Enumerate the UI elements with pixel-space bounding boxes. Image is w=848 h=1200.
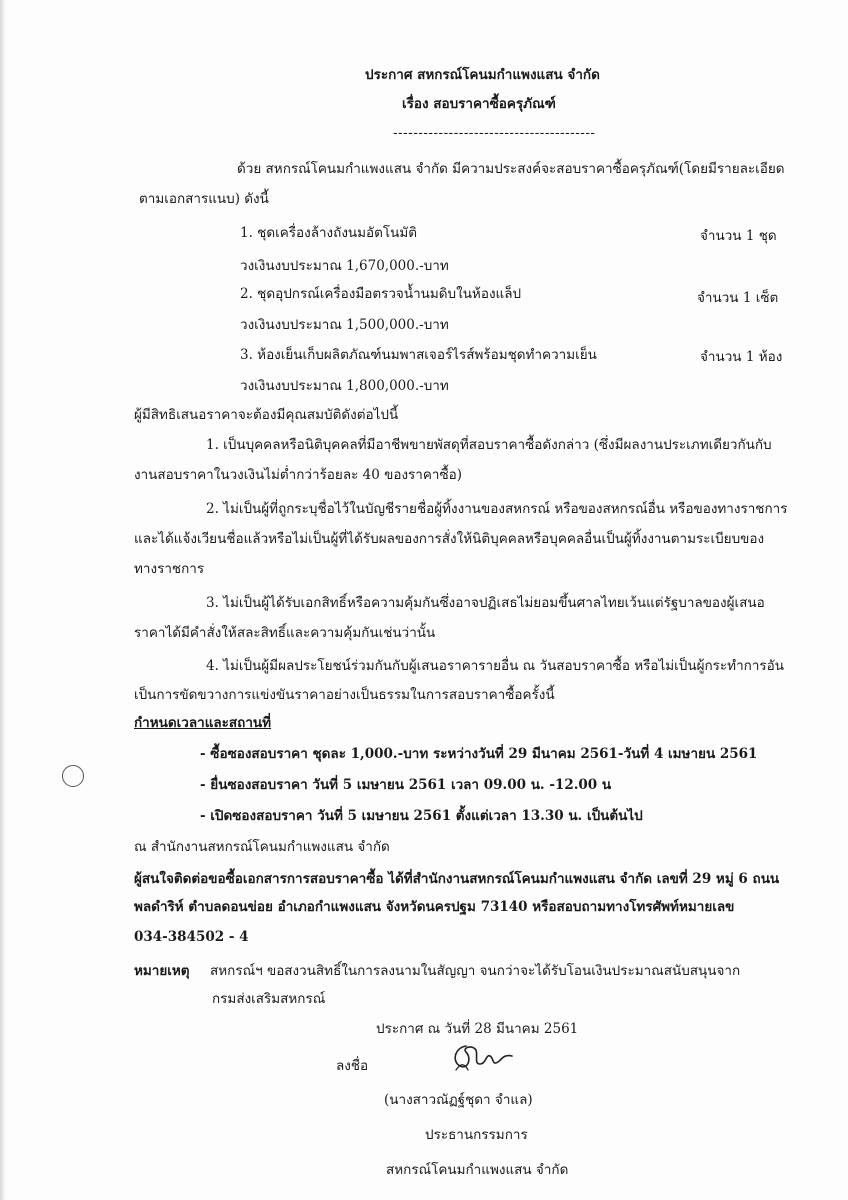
intro-line-2: ตามเอกสารแนบ) ดังนี้ [139, 191, 269, 207]
qualification-3-line-1: 3. ไม่เป็นผู้ได้รับเอกสิทธิ์หรือความคุ้มกันซึ่งอาจปฏิเสธไม่ยอมขึ้นศาลไทยเว้นแต่รัฐบาลของผู้เสนอ [206, 595, 765, 611]
qualification-1-line-2: งานสอบราคาในวงเงินไม่ต่ำกว่าร้อยละ 40 ของราคาซื้อ) [134, 467, 463, 483]
intro-line-1: ด้วย สหกรณ์โคนมกำแพงแสน จำกัด มีความประสงค์จะสอบราคาซื้อครุภัณฑ์(โดยมีรายละเอียด [237, 161, 785, 177]
qualification-3-line-2: ราคาได้มีคำสั่งให้สละสิทธิ์และความคุ้มกันเช่นว่านั้น [134, 625, 436, 641]
sign-label: ลงชื่อ [336, 1058, 369, 1074]
item-2-budget: วงเงินงบประมาณ 1,500,000.-บาท [240, 317, 449, 333]
announcement-subject: เรื่อง สอบราคาซื้อครุภัณฑ์ [402, 96, 556, 112]
signer-organization: สหกรณ์โคนมกำแพงแสน จำกัด [386, 1162, 569, 1178]
schedule-heading: กำหนดเวลาและสถานที่ [134, 715, 272, 731]
scan-edge-shadow [0, 0, 6, 1200]
contact-line-3: 034-384502 - 4 [134, 929, 249, 945]
contact-line-2: พลดำริห์ ตำบลดอนข่อย อำเภอกำแพงแสน จังหวัดนครปฐม 73140 หรือสอบถามทางโทรศัพท์หมายเลข [134, 899, 735, 915]
item-1-name: 1. ชุดเครื่องล้างถังนมอัตโนมัติ [240, 225, 418, 241]
item-2-qty: จำนวน 1 เซ็ต [697, 290, 779, 306]
schedule-open-envelope: - เปิดซองสอบราคา วันที่ 5 เมษายน 2561 ตั้งแต่เวลา 13.30 น. เป็นต้นไป [200, 808, 643, 824]
item-1-budget: วงเงินงบประมาณ 1,670,000.-บาท [240, 258, 449, 274]
qualification-2-line-3: ทางราชการ [134, 561, 205, 577]
remark-label: หมายเหตุ [134, 963, 190, 979]
announce-date: ประกาศ ณ วันที่ 28 มีนาคม 2561 [376, 1021, 579, 1037]
announcement-title: ประกาศ สหกรณ์โคนมกำแพงแสน จำกัด [365, 67, 600, 83]
schedule-buy-envelope: - ซื้อซองสอบราคา ชุดละ 1,000.-บาท ระหว่างวันที่ 29 มีนาคม 2561-วันที่ 4 เมษายน 2561 [200, 746, 758, 762]
schedule-place: ณ สำนักงานสหกรณ์โคนมกำแพงแสน จำกัด [134, 839, 390, 855]
punch-hole-mark [62, 765, 84, 787]
contact-line-1: ผู้สนใจติดต่อขอซื้อเอกสารการสอบราคาซื้อ ได้ที่สำนักงานสหกรณ์โคนมกำแพงแสน จำกัด เลขที่ 29 หมู่ 6 ถนน [134, 871, 780, 887]
item-3-name: 3. ห้องเย็นเก็บผลิตภัณฑ์นมพาสเจอร์ไรส์พร้อมชุดทำความเย็น [240, 347, 597, 363]
item-3-budget: วงเงินงบประมาณ 1,800,000.-บาท [240, 378, 449, 394]
item-1-qty: จำนวน 1 ชุด [700, 228, 777, 244]
item-2-name: 2. ชุดอุปกรณ์เครื่องมือตรวจน้ำนมดิบในห้องแล็ป [240, 286, 522, 302]
qualifications-heading: ผู้มีสิทธิเสนอราคาจะต้องมีคุณสมบัติดังต่อไปนี้ [134, 407, 399, 423]
handwritten-signature [446, 1040, 516, 1074]
qualification-2-line-1: 2. ไม่เป็นผู้ที่ถูกระบุชื่อไว้ในบัญชีรายชื่อผู้ทิ้งงานของสหกรณ์ หรือของสหกรณ์อื่น หรือของทางราชการ [206, 501, 788, 517]
signer-position: ประธานกรรมการ [425, 1127, 528, 1143]
title-divider: ---------------------------------------- [393, 125, 596, 141]
signer-name: (นางสาวณัฏฐ์ชุดา จำแล) [384, 1092, 533, 1108]
qualification-2-line-2: และได้แจ้งเวียนชื่อแล้วหรือไม่เป็นผู้ที่ได้รับผลของการสั่งให้นิติบุคคลหรือบุคคลอื่นเป็นผู้ทิ้งงานตามระเบียบของ [134, 531, 765, 547]
remark-line-2: กรมส่งเสริมสหกรณ์ [212, 991, 326, 1007]
qualification-4-line-2: เป็นการขัดขวางการแข่งขันราคาอย่างเป็นธรรมในการสอบราคาซื้อครั้งนี้ [134, 687, 555, 703]
item-3-qty: จำนวน 1 ห้อง [700, 349, 783, 365]
schedule-submit-envelope: - ยื่นซองสอบราคา วันที่ 5 เมษายน 2561 เวลา 09.00 น. -12.00 น [200, 777, 612, 793]
qualification-4-line-1: 4. ไม่เป็นผู้มีผลประโยชน์ร่วมกันกับผู้เสนอราคารายอื่น ณ วันสอบราคาซื้อ หรือไม่เป็นผู้กระทำการอัน [206, 658, 784, 674]
qualification-1-line-1: 1. เป็นบุคคลหรือนิติบุคคลที่มีอาชีพขายพัสดุที่สอบราคาซื้อดังกล่าว (ซึ่งมีผลงานประเภทเดียวกันกับ [206, 437, 772, 453]
remark-line-1: สหกรณ์ฯ ขอสงวนสิทธิ์ในการลงนามในสัญญา จนกว่าจะได้รับโอนเงินประมาณสนับสนุนจาก [210, 963, 741, 979]
